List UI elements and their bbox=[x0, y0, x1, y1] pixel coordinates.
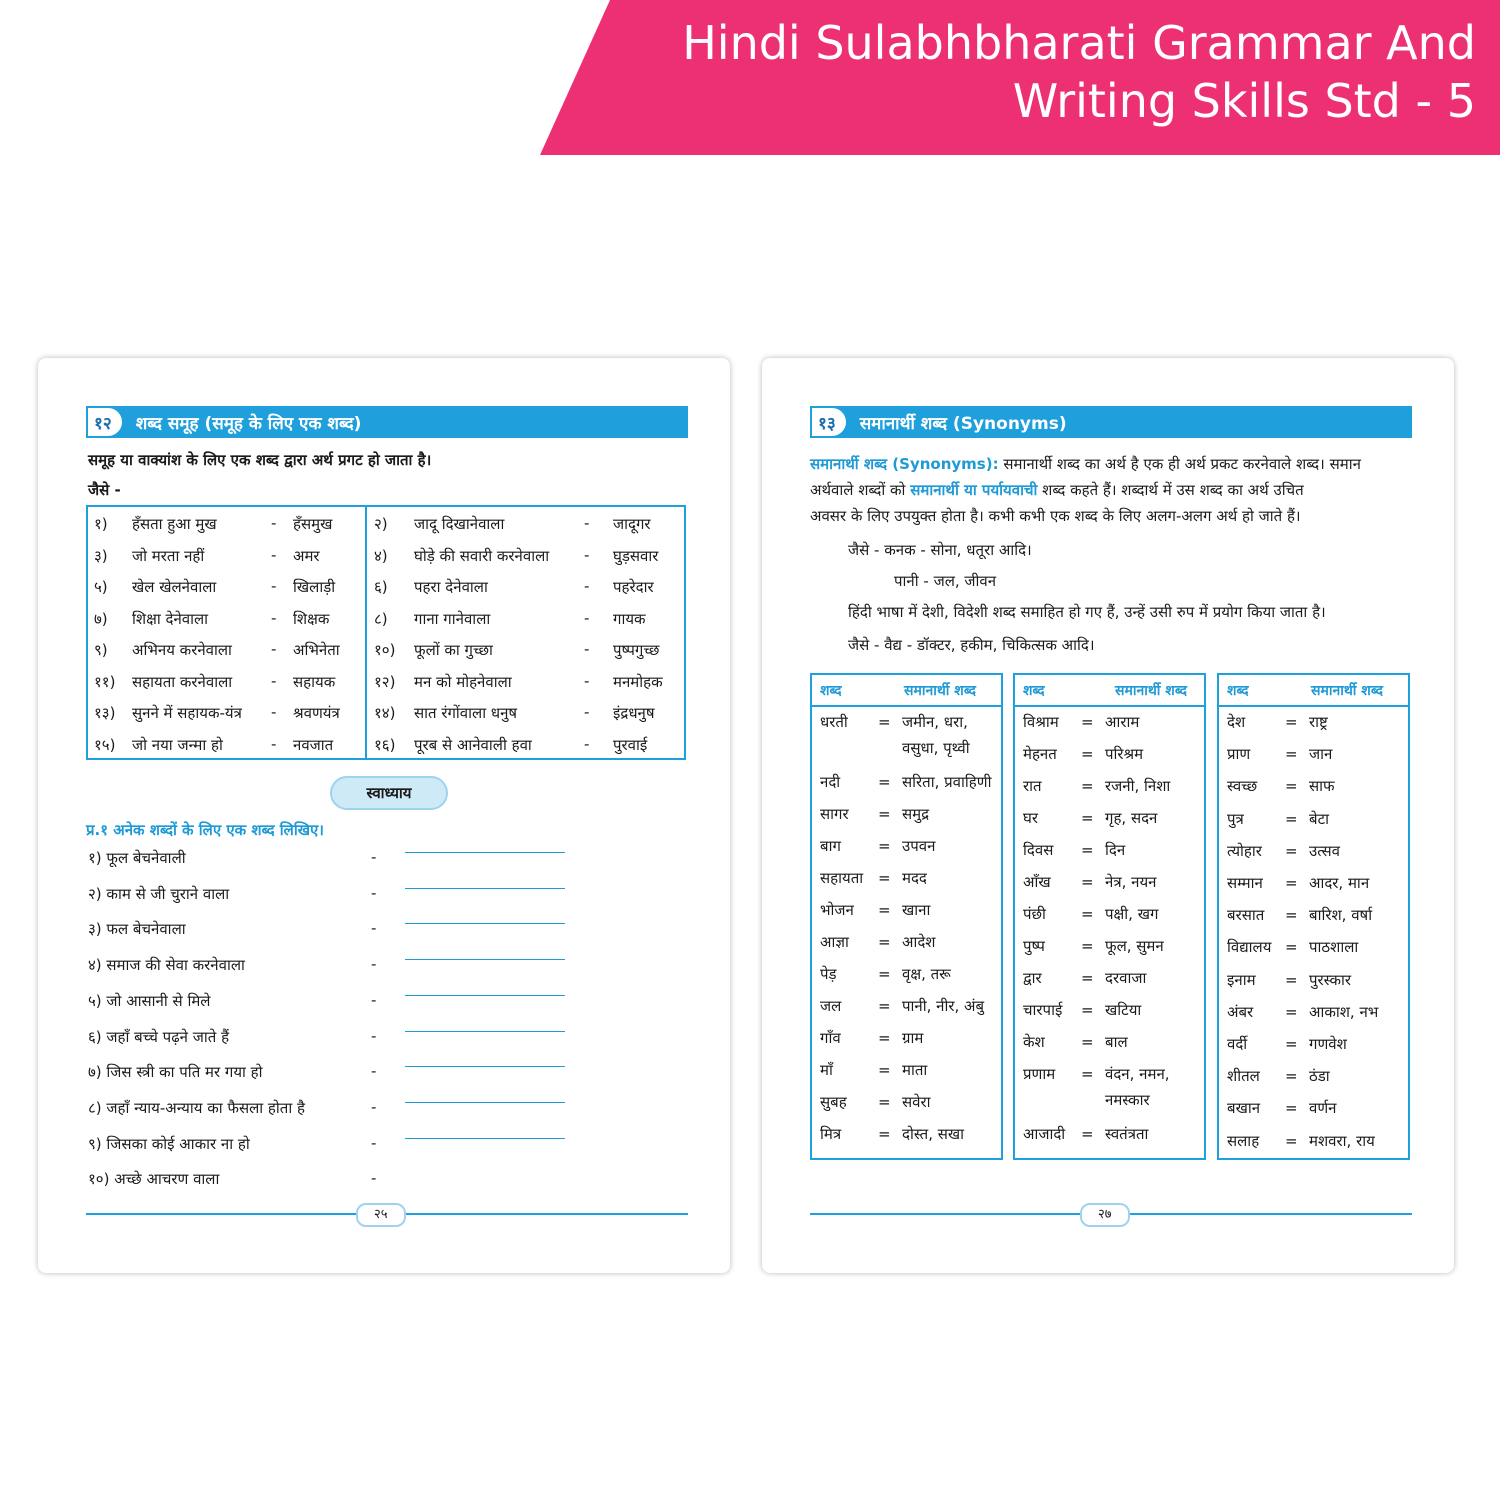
synonym: दरवाजा bbox=[1105, 969, 1147, 987]
item-phrase: शिक्षा देनेवाला bbox=[132, 609, 209, 628]
col-synonym: समानार्थी शब्द bbox=[1115, 683, 1187, 699]
synonym: फूल, सुमन bbox=[1105, 937, 1164, 955]
item-word: इंद्रधनुष bbox=[613, 704, 655, 722]
title-banner bbox=[0, 0, 1500, 155]
question-item: ७) जिस स्त्री का पति मर गया हो bbox=[88, 1063, 263, 1082]
equals: = bbox=[1081, 745, 1094, 763]
synonym: समुद्र bbox=[902, 805, 930, 823]
answer-line[interactable] bbox=[405, 1066, 565, 1067]
page-number: २५ bbox=[356, 1203, 406, 1227]
left-page bbox=[38, 358, 730, 1273]
word: सहायता bbox=[820, 869, 864, 887]
item-number: ३) bbox=[94, 546, 108, 565]
equals: = bbox=[1285, 874, 1298, 892]
item-phrase: जादू दिखानेवाला bbox=[414, 515, 505, 533]
synonym: बाल bbox=[1105, 1033, 1128, 1051]
col-synonym: समानार्थी शब्द bbox=[904, 683, 976, 699]
example-2: पानी - जल, जीवन bbox=[894, 572, 997, 590]
equals: = bbox=[1081, 1001, 1094, 1019]
question-item: ९) जिसका कोई आकार ना हो bbox=[88, 1134, 250, 1153]
item-dash: - bbox=[584, 734, 590, 753]
word: इनाम bbox=[1227, 970, 1256, 989]
item-phrase: मन को मोहनेवाला bbox=[414, 672, 512, 691]
question-dash: - bbox=[371, 1169, 377, 1188]
equals: = bbox=[1285, 841, 1298, 860]
synonym: मदद bbox=[902, 869, 927, 887]
item-number: १) bbox=[94, 515, 108, 533]
item-phrase: पूरब से आनेवाली हवा bbox=[414, 735, 532, 754]
intro-text: समूह या वाक्यांश के लिए एक शब्द द्वारा अर्थ प्रगट हो जाता है। bbox=[88, 451, 432, 469]
equals: = bbox=[1081, 1125, 1094, 1143]
word: बरसात bbox=[1227, 906, 1265, 925]
word: माँ bbox=[820, 1061, 833, 1079]
equals: = bbox=[1285, 1035, 1298, 1053]
synonym: पानी, नीर, अंबु bbox=[902, 997, 985, 1015]
word: सुबह bbox=[820, 1093, 847, 1111]
word: रात bbox=[1023, 777, 1042, 795]
item-word: पुष्पगुच्छ bbox=[613, 641, 660, 659]
item-dash: - bbox=[271, 703, 277, 721]
item-word: अभिनेता bbox=[293, 641, 340, 659]
item-number: १०) bbox=[374, 641, 396, 659]
equals: = bbox=[878, 1093, 891, 1111]
item-word: खिलाड़ी bbox=[293, 578, 336, 596]
equals: = bbox=[1081, 969, 1094, 987]
equals: = bbox=[1081, 713, 1094, 731]
question-item: १०) अच्छे आचरण वाला bbox=[88, 1170, 220, 1189]
synonym: सरिता, प्रवाहिणी bbox=[902, 773, 992, 791]
item-dash: - bbox=[271, 514, 277, 532]
synonym-table-3 bbox=[1217, 673, 1410, 1160]
table-row bbox=[88, 605, 684, 635]
table-header bbox=[812, 675, 1001, 707]
synonym: आकाश, नभ bbox=[1309, 1002, 1379, 1021]
synonym: परिश्रम bbox=[1105, 745, 1144, 763]
item-phrase: जो नया जन्मा हो bbox=[132, 735, 223, 754]
answer-line[interactable] bbox=[405, 1138, 565, 1139]
table-row bbox=[88, 668, 684, 698]
item-word: नवजात bbox=[293, 735, 334, 754]
equals: = bbox=[1285, 1131, 1298, 1150]
definition-line-2 bbox=[810, 480, 1414, 500]
item-word: पुरवाई bbox=[613, 735, 648, 754]
item-phrase: हँसता हुआ मुख bbox=[132, 515, 217, 533]
table-row bbox=[88, 699, 684, 729]
col-word: शब्द bbox=[1023, 683, 1045, 699]
question-item: १) फूल बेचनेवाली bbox=[88, 849, 186, 867]
item-number: १२) bbox=[374, 672, 396, 691]
chapter-number: १३ bbox=[810, 406, 848, 438]
item-number: ८) bbox=[374, 609, 388, 628]
example-label: जैसे - bbox=[88, 481, 121, 499]
word: घर bbox=[1023, 809, 1039, 827]
equals: = bbox=[1285, 1002, 1298, 1021]
word: मित्र bbox=[820, 1125, 842, 1143]
equals: = bbox=[878, 901, 891, 919]
synonym: जान bbox=[1309, 745, 1333, 764]
right-page bbox=[762, 358, 1454, 1273]
item-dash: - bbox=[584, 703, 590, 721]
definition-text: समानार्थी शब्द का अर्थ है एक ही अर्थ प्रकट करनेवाले शब्द। समान bbox=[1003, 455, 1361, 473]
item-dash: - bbox=[271, 577, 277, 595]
synonym: आदेश bbox=[902, 933, 936, 951]
item-dash: - bbox=[584, 514, 590, 532]
synonym: गृह, सदन bbox=[1105, 809, 1158, 827]
synonym: साफ bbox=[1309, 777, 1335, 796]
synonym: खटिया bbox=[1105, 1001, 1142, 1019]
table-row bbox=[88, 510, 684, 540]
definition-term: समानार्थी शब्द (Synonyms): bbox=[810, 455, 999, 473]
answer-line[interactable] bbox=[405, 852, 565, 853]
word: केश bbox=[1023, 1033, 1045, 1051]
word: आजादी bbox=[1023, 1125, 1066, 1143]
table-header bbox=[1219, 675, 1408, 707]
table-row bbox=[88, 636, 684, 666]
equals: = bbox=[878, 965, 891, 983]
word: भोजन bbox=[820, 901, 854, 919]
synonym: रजनी, निशा bbox=[1105, 777, 1171, 795]
item-word: गायक bbox=[613, 609, 646, 628]
item-number: ७) bbox=[94, 609, 108, 628]
note-text: हिंदी भाषा में देशी, विदेशी शब्द समाहित हो गए हैं, उन्हें उसी रुप में प्रयोग किया जाता है। bbox=[848, 603, 1326, 621]
definition-line-1 bbox=[810, 454, 1414, 474]
word: प्राण bbox=[1227, 745, 1251, 764]
synonym: उपवन bbox=[902, 837, 936, 855]
example-1: जैसे - कनक - सोना, धतूरा आदि। bbox=[848, 541, 1032, 559]
definition-text: अर्थवाले शब्दों को bbox=[810, 481, 906, 499]
equals: = bbox=[1285, 1099, 1298, 1118]
synonym: उत्सव bbox=[1309, 841, 1340, 860]
equals: = bbox=[878, 837, 891, 855]
synonym: जमीन, धरा, वसुधा, पृथ्वी bbox=[902, 713, 970, 757]
word: दिवस bbox=[1023, 841, 1054, 859]
question-dash: - bbox=[371, 919, 377, 938]
exercise-badge: स्वाध्याय bbox=[330, 776, 448, 810]
synonym: मशवरा, राय bbox=[1309, 1131, 1375, 1150]
banner-title: Hindi Sulabhbharati Grammar And Writing Skills Std - 5 bbox=[682, 16, 1476, 128]
synonym: ग्राम bbox=[902, 1029, 924, 1047]
synonym: पाठशाला bbox=[1309, 938, 1359, 957]
item-phrase: पहरा देनेवाला bbox=[414, 578, 488, 596]
item-number: १३) bbox=[94, 704, 116, 722]
word: सम्मान bbox=[1227, 874, 1263, 892]
item-dash: - bbox=[271, 671, 277, 690]
question-item: ३) फल बेचनेवाला bbox=[88, 920, 186, 939]
question-dash: - bbox=[371, 1097, 377, 1116]
synonym: आराम bbox=[1105, 713, 1140, 731]
word: सलाह bbox=[1227, 1131, 1260, 1150]
table-row bbox=[88, 573, 684, 603]
word: प्रणाम bbox=[1023, 1065, 1056, 1083]
word: चारपाई bbox=[1023, 1001, 1063, 1019]
item-phrase: फूलों का गुच्छा bbox=[414, 641, 493, 659]
definition-text: शब्द कहते हैं। शब्दार्थ में उस शब्द का अर्थ उचित bbox=[1042, 481, 1304, 499]
equals: = bbox=[878, 713, 891, 731]
answer-line[interactable] bbox=[405, 1102, 565, 1103]
equals: = bbox=[1285, 906, 1298, 925]
question-item: ८) जहाँ न्याय-अन्याय का फैसला होता है bbox=[88, 1098, 305, 1117]
word: शीतल bbox=[1227, 1067, 1260, 1086]
word: आँख bbox=[1023, 873, 1051, 891]
equals: = bbox=[878, 1061, 891, 1079]
item-phrase: अभिनय करनेवाला bbox=[132, 641, 232, 659]
synonym-table-2 bbox=[1013, 673, 1206, 1160]
synonym: दोस्त, सखा bbox=[902, 1125, 965, 1143]
item-number: ६) bbox=[374, 578, 388, 596]
equals: = bbox=[1081, 905, 1094, 923]
col-synonym: समानार्थी शब्द bbox=[1311, 683, 1383, 699]
synonym: माता bbox=[902, 1061, 928, 1079]
item-phrase: गाना गानेवाला bbox=[414, 609, 491, 628]
word: नदी bbox=[820, 773, 841, 791]
word: जल bbox=[820, 997, 842, 1015]
equals: = bbox=[1285, 809, 1298, 828]
word: धरती bbox=[820, 713, 848, 731]
equals: = bbox=[1285, 745, 1298, 764]
synonym: आदर, मान bbox=[1309, 874, 1370, 892]
synonym: पक्षी, खग bbox=[1105, 905, 1159, 923]
synonym: गणवेश bbox=[1309, 1035, 1347, 1053]
item-dash: - bbox=[271, 734, 277, 753]
word: वर्दी bbox=[1227, 1035, 1248, 1053]
word: गाँव bbox=[820, 1029, 841, 1047]
word: आज्ञा bbox=[820, 933, 849, 951]
item-word: श्रवणयंत्र bbox=[293, 704, 340, 722]
synonym: सवेरा bbox=[902, 1093, 931, 1111]
answer-line[interactable] bbox=[405, 995, 565, 996]
word: पुत्र bbox=[1227, 809, 1244, 828]
item-word: जादूगर bbox=[613, 515, 651, 533]
word: विश्राम bbox=[1023, 713, 1059, 731]
word: देश bbox=[1227, 713, 1246, 731]
word: सागर bbox=[820, 805, 849, 823]
item-phrase: सात रंगोंवाला धनुष bbox=[414, 704, 518, 722]
equals: = bbox=[1081, 1065, 1094, 1083]
synonym: वर्णन bbox=[1309, 1099, 1337, 1118]
answer-line[interactable] bbox=[405, 959, 565, 960]
col-word: शब्द bbox=[820, 683, 842, 699]
answer-line[interactable] bbox=[405, 888, 565, 889]
table-row bbox=[88, 542, 684, 572]
question-heading: प्र.१ अनेक शब्दों के लिए एक शब्द लिखिए। bbox=[86, 821, 324, 839]
word: पंछी bbox=[1023, 905, 1046, 923]
word: मेहनत bbox=[1023, 745, 1057, 763]
word: अंबर bbox=[1227, 1002, 1254, 1021]
col-word: शब्द bbox=[1227, 683, 1249, 699]
equals: = bbox=[1081, 873, 1094, 891]
item-word: मनमोहक bbox=[613, 672, 663, 691]
equals: = bbox=[878, 773, 891, 791]
question-dash: - bbox=[371, 1133, 377, 1152]
synonym: नेत्र, नयन bbox=[1105, 873, 1157, 891]
question-item: ५) जो आसानी से मिले bbox=[88, 991, 211, 1010]
item-word: अमर bbox=[293, 546, 320, 565]
chapter-header bbox=[86, 406, 688, 438]
item-word: शिक्षक bbox=[293, 609, 330, 628]
item-number: १५) bbox=[94, 735, 116, 754]
page-number: २७ bbox=[1080, 1203, 1130, 1227]
equals: = bbox=[1285, 713, 1298, 731]
item-number: २) bbox=[374, 515, 388, 533]
word: पुष्प bbox=[1023, 937, 1045, 955]
item-word: पहरेदार bbox=[613, 578, 654, 596]
table-header bbox=[1015, 675, 1204, 707]
question-item: ६) जहाँ बच्चे पढ़ने जाते हैं bbox=[88, 1027, 230, 1046]
item-dash: - bbox=[584, 671, 590, 690]
chapter-title: शब्द समूह (समूह के लिए एक शब्द) bbox=[135, 413, 362, 434]
equals: = bbox=[1285, 777, 1298, 796]
item-dash: - bbox=[584, 545, 590, 564]
equals: = bbox=[878, 1029, 891, 1047]
equals: = bbox=[878, 1125, 891, 1143]
word: बाग bbox=[820, 837, 841, 855]
synonym: दिन bbox=[1105, 841, 1126, 859]
word: स्वच्छ bbox=[1227, 777, 1258, 796]
chapter-header bbox=[810, 406, 1412, 438]
equals: = bbox=[878, 997, 891, 1015]
question-dash: - bbox=[371, 848, 377, 866]
synonym: स्वतंत्रता bbox=[1105, 1125, 1149, 1143]
item-word: सहायक bbox=[293, 672, 336, 691]
item-dash: - bbox=[271, 545, 277, 564]
synonym: वंदन, नमन, नमस्कार bbox=[1105, 1065, 1170, 1109]
examples-table bbox=[86, 505, 686, 760]
synonym: राष्ट्र bbox=[1309, 713, 1328, 731]
answer-line[interactable] bbox=[405, 923, 565, 924]
equals: = bbox=[1081, 809, 1094, 827]
item-number: ११) bbox=[94, 672, 116, 691]
item-dash: - bbox=[271, 608, 277, 627]
synonym-table-1 bbox=[810, 673, 1003, 1160]
definition-line-3: अवसर के लिए उपयुक्त होता है। कभी कभी एक शब्द के लिए अलग-अलग अर्थ हो जाते हैं। bbox=[810, 507, 1301, 525]
item-dash: - bbox=[584, 577, 590, 595]
synonym: खाना bbox=[902, 901, 931, 919]
answer-line[interactable] bbox=[405, 1031, 565, 1032]
equals: = bbox=[1081, 777, 1094, 795]
equals: = bbox=[1285, 970, 1298, 989]
synonym: पुरस्कार bbox=[1309, 970, 1352, 989]
word: पेड़ bbox=[820, 965, 837, 983]
equals: = bbox=[1081, 841, 1094, 859]
question-dash: - bbox=[371, 990, 377, 1009]
item-word: हँसमुख bbox=[293, 515, 333, 533]
question-dash: - bbox=[371, 1026, 377, 1045]
word: विद्यालय bbox=[1227, 938, 1272, 957]
item-word: घुड़सवार bbox=[613, 546, 659, 565]
question-dash: - bbox=[371, 955, 377, 974]
equals: = bbox=[878, 869, 891, 887]
synonym: बारिश, वर्षा bbox=[1309, 906, 1373, 925]
question-item: २) काम से जी चुराने वाला bbox=[88, 884, 230, 903]
chapter-number: १२ bbox=[86, 406, 124, 438]
word: त्योहार bbox=[1227, 841, 1262, 860]
item-number: १६) bbox=[374, 735, 396, 754]
item-dash: - bbox=[584, 640, 590, 658]
item-phrase: सहायता करनेवाला bbox=[132, 672, 233, 691]
equals: = bbox=[1285, 1067, 1298, 1086]
example-3: जैसे - वैद्य - डॉक्टर, हकीम, चिकित्सक आदि। bbox=[848, 636, 1095, 654]
equals: = bbox=[1081, 1033, 1094, 1051]
item-number: १४) bbox=[374, 704, 396, 722]
item-number: ५) bbox=[94, 578, 108, 596]
question-item: ४) समाज की सेवा करनेवाला bbox=[88, 956, 245, 975]
item-dash: - bbox=[271, 640, 277, 658]
question-dash: - bbox=[371, 1062, 377, 1081]
equals: = bbox=[878, 933, 891, 951]
item-phrase: जो मरता नहीं bbox=[132, 546, 205, 565]
item-dash: - bbox=[584, 608, 590, 627]
question-dash: - bbox=[371, 883, 377, 902]
synonym: वृक्ष, तरू bbox=[902, 965, 951, 983]
synonym: बेटा bbox=[1309, 809, 1330, 828]
synonym: ठंडा bbox=[1309, 1067, 1330, 1086]
definition-highlight: समानार्थी या पर्यायवाची bbox=[910, 481, 1038, 499]
equals: = bbox=[878, 805, 891, 823]
word: बखान bbox=[1227, 1099, 1261, 1118]
item-number: ४) bbox=[374, 546, 388, 565]
chapter-title: समानार्थी शब्द (Synonyms) bbox=[859, 413, 1067, 434]
item-phrase: खेल खेलनेवाला bbox=[132, 578, 217, 596]
equals: = bbox=[1285, 938, 1298, 957]
table-row bbox=[88, 731, 684, 761]
word: द्वार bbox=[1023, 969, 1042, 987]
item-phrase: सुनने में सहायक-यंत्र bbox=[132, 704, 242, 722]
equals: = bbox=[1081, 937, 1094, 955]
item-number: ९) bbox=[94, 641, 108, 659]
item-phrase: घोड़े की सवारी करनेवाला bbox=[414, 546, 550, 565]
